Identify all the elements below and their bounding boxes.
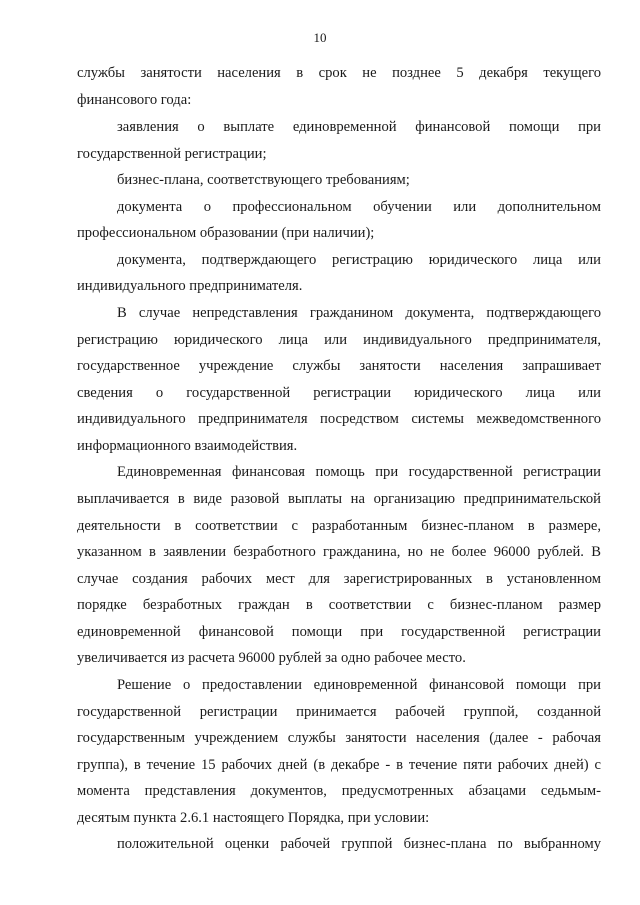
text-line: десятым пункта 2.6.1 настоящего Порядка, при условии: <box>77 810 430 826</box>
text-line: единовременной финансовой помощи при государственной регистрации <box>77 624 601 640</box>
text-line: заявления о выплате единовременной финансовой помощи при <box>117 119 601 135</box>
text-line: службы занятости населения в срок не позднее 5 декабря текущего <box>77 65 601 81</box>
text-line: индивидуального предпринимателя посредством системы межведомственного <box>77 411 601 427</box>
text-line: финансового года: <box>77 92 192 108</box>
text-line: бизнес-плана, соответствующего требованиям; <box>117 172 410 188</box>
text-line: Единовременная финансовая помощь при государственной регистрации <box>117 464 601 480</box>
text-line: документа о профессиональном обучении или дополнительном <box>117 199 601 215</box>
text-line: государственной регистрации; <box>77 146 267 162</box>
text-line: индивидуального предпринимателя. <box>77 278 303 294</box>
page-number: 10 <box>313 30 327 45</box>
text-line: информационного взаимодействия. <box>77 438 298 454</box>
text-line: В случае непредставления гражданином документа, подтверждающего <box>117 305 601 321</box>
text-line: указанном в заявлении безработного гражданина, но не более 96000 рублей. В <box>77 544 601 560</box>
text-line: государственным учреждением службы занятости населения (далее - рабочая <box>77 730 601 746</box>
text-line: деятельности в соответствии с разработанным бизнес-планом в размере, <box>77 518 601 534</box>
text-line: регистрацию юридического лица или индивидуального предпринимателя, <box>77 332 601 348</box>
text-line: положительной оценки рабочей группой бизнес-плана по выбранному <box>117 836 601 852</box>
text-line: документа, подтверждающего регистрацию юридического лица или <box>117 252 601 268</box>
text-line: порядке безработных граждан в соответствии с бизнес-планом размер <box>77 597 601 613</box>
text-line: случае создания рабочих мест для зарегистрированных в установленном <box>77 571 601 587</box>
text-line: момента представления документов, предусмотренных абзацами седьмым- <box>77 783 601 799</box>
text-line: государственной регистрации принимается рабочей группой, созданной <box>77 704 601 720</box>
text-line: профессиональном образовании (при наличии); <box>77 225 375 241</box>
text-line: сведения о государственной регистрации юридического лица или <box>77 385 601 401</box>
text-line: государственное учреждение службы занятости населения запрашивает <box>77 358 601 374</box>
text-line: Решение о предоставлении единовременной финансовой помощи при <box>117 677 601 693</box>
text-line: увеличивается из расчета 96000 рублей за одно рабочее место. <box>77 650 466 666</box>
text-line: группа), в течение 15 рабочих дней (в декабре - в течение пяти рабочих дней) с <box>77 757 601 773</box>
text-line: выплачивается в виде разовой выплаты на организацию предпринимательской <box>77 491 601 507</box>
